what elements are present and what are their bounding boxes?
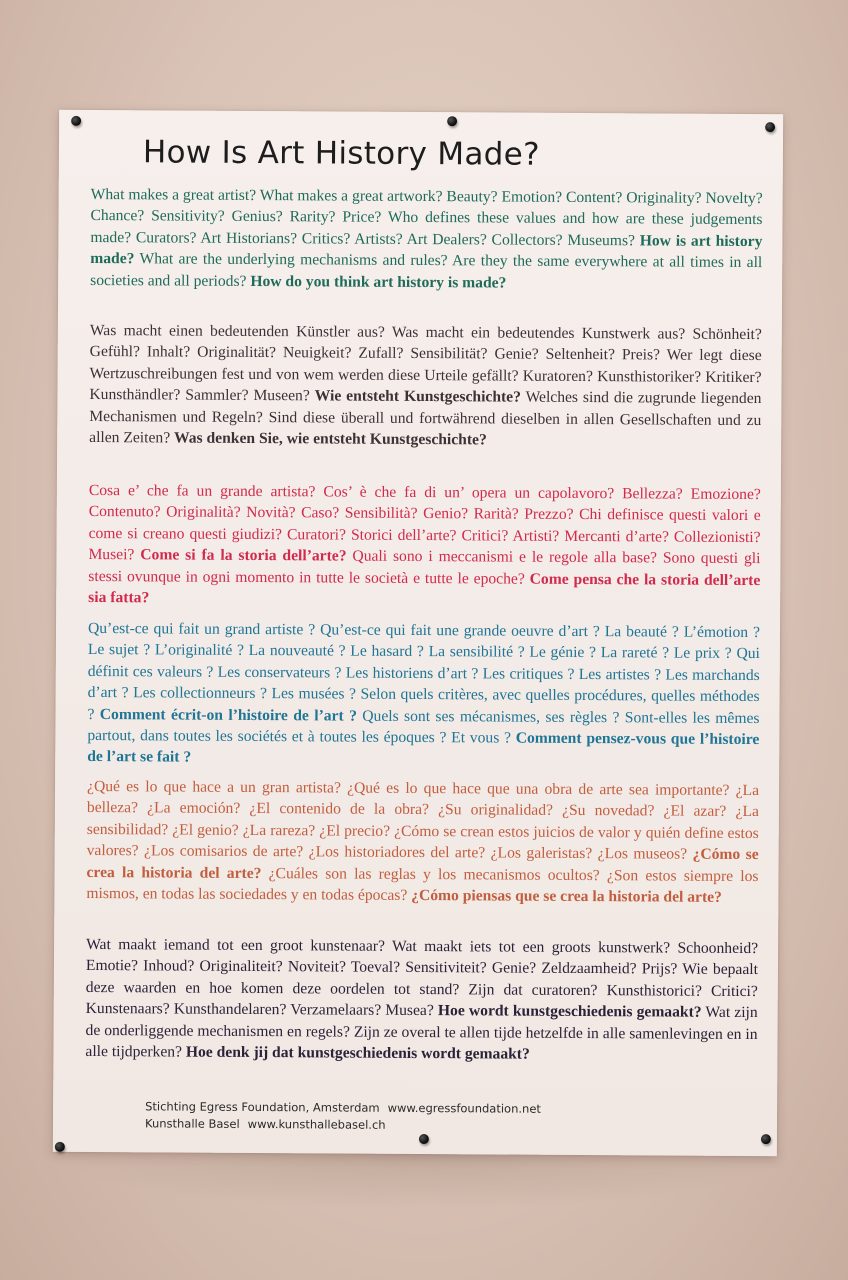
italian-text-2: Quali sono i meccanismi e le regole alla base? Sono questi gli stessi ovunque in ogni momento in tutte le società e tutte le epoche? <box>88 547 761 588</box>
footer-org-egress: Stichting Egress Foundation, Amsterdam <box>145 1099 380 1115</box>
pin-bottom-center <box>419 1134 429 1144</box>
footer-url-egress: www.egressfoundation.net <box>387 1100 541 1116</box>
italian-text-1: Cosa e’ che fa un grande artista? Cos’ è che fa di un’ opera un capolavoro? Bellezza? Emozione? Contenuto? Originalità? Novità? Caso? Sensibilità? Genio? Rarità? Prezzo? Chi definisce questi valori e come si creano questi giudizi? Curatori? Storici dell’arte? Critici? Artisti? Mercanti d’arte? Collezionisti? Musei? <box>88 481 761 564</box>
french-text-2: Quels sont ses mécanismes, ses règles ? Sont-elles les mêmes partout, dans toutes les sociétés et à toutes les époques ? Et vous ? <box>87 707 760 747</box>
german-text-1: Was macht einen bedeutenden Künstler aus? Was macht ein bedeutendes Kunstwerk aus? Schönheit? Gefühl? Inhalt? Originalität? Neuigkeit? Zufall? Sensibilität? Genie? Seltenheit? Preis? Wer legt diese Wertzuschreibungen fest und von wem werden diese Urteile gefällt? Kuratoren? Kunsthistoriker? Kritiker? Kunsthändler? Sammler? Museen? <box>89 321 762 405</box>
pin-bottom-left <box>55 1142 65 1152</box>
spanish-text-2: ¿Cuáles son las reglas y los mecanismos ocultos? ¿Son estos siempre los mismos, en todas las sociedades y en todas épocas? <box>86 864 759 904</box>
footer-line-2 <box>145 1115 541 1134</box>
footer-org-kunsthalle: Kunsthalle Basel <box>144 1116 240 1131</box>
italian-question-2: Come pensa che la storia dell’arte sia fatta? <box>88 570 761 607</box>
pin-top-left <box>71 116 81 126</box>
italian-question-1: Come si fa la storia dell’arte? <box>140 546 347 565</box>
text-block-spanish <box>86 776 759 909</box>
text-block-french <box>87 618 760 772</box>
poster-footer <box>145 1098 541 1134</box>
french-question-2: Comment pensez-vous que l’histoire de l’art se fait ? <box>87 729 760 767</box>
wall-shadow <box>40 1150 800 1210</box>
german-question-1: Wie entsteht Kunstgeschichte? <box>314 387 521 406</box>
text-block-german <box>89 320 762 453</box>
english-text-2: What are the underlying mechanisms and rules? Are they the same everywhere at all times in all societies and all periods? <box>90 250 763 290</box>
dutch-text-2: Wat zijn de onderliggende mechanismen en regels? Zijn ze overal te allen tijde hetzelfde in alle samenlevingen en in alle tijdperken? <box>85 1003 758 1061</box>
spanish-question-2: ¿Cómo piensas que se crea la historia del arte? <box>411 886 722 906</box>
spanish-question-1: ¿Cómo se crea la historia del arte? <box>86 845 759 882</box>
french-question-1: Comment écrit-on l’histoire de l’art ? <box>99 705 357 725</box>
spanish-text-1: ¿Qué es lo que hace a un gran artista? ¿Qué es lo que hace que una obra de arte sea importante? ¿La belleza? ¿La emoción? ¿El contenido de la obra? ¿Su originalidad? ¿Su novedad? ¿El azar? ¿La sensibilidad? ¿El genio? ¿La rareza? ¿El precio? ¿Cómo se crean estos juicios de valor y quién define estos valores? ¿Los comisarios de arte? ¿Los historiadores del arte? ¿Los galeristas? ¿Los museos? <box>86 777 760 863</box>
text-block-dutch <box>85 934 758 1067</box>
text-block-english <box>90 184 763 295</box>
pin-top-right <box>765 122 775 132</box>
french-text-1: Qu’est-ce qui fait un grand artiste ? Qu’est-ce qui fait une grande oeuvre d’art ? La beauté ? L’émotion ? Le sujet ? L’originalité ? La nouveauté ? Le hasard ? La sensibilité ? Le génie ? La rareté ? Le prix ? Qui définit ces valeurs ? Les conservateurs ? Les historiens d’art ? Les critiques ? Les artistes ? Les marchands d’art ? Les collectionneurs ? Les musées ? Selon quels critères, avec quelles procédures, quelles méthodes ? <box>87 619 761 723</box>
dutch-text-1: Wat maakt iemand tot een groot kunstenaar? Wat maakt iets tot een groots kunstwerk? Schoonheid? Emotie? Inhoud? Originaliteit? Noviteit? Toeval? Sensitiviteit? Genie? Zeldzaamheid? Prijs? Wie bepaalt deze waarden en hoe komen deze oordelen tot stand? Zijn dat curatoren? Kunsthistorici? Critici? Kunstenaars? Kunsthandelaren? Verzamelaars? Musea? <box>85 935 759 1020</box>
poster <box>53 110 783 1156</box>
footer-url-kunsthalle: www.kunsthallebasel.ch <box>247 1116 386 1132</box>
pin-bottom-right <box>761 1134 771 1144</box>
english-text-1: What makes a great artist? What makes a great artwork? Beauty? Emotion? Content? Originality? Novelty? Chance? Sensitivity? Genius? Rarity? Price? Who defines these values and how are these judgements made? Curators? Art Historians? Critics? Artists? Art Dealers? Collectors? Museums? <box>90 185 763 250</box>
german-question-2: Was denken Sie, wie entsteht Kunstgeschichte? <box>173 429 487 449</box>
pin-top-center <box>447 116 457 126</box>
dutch-question-1: Hoe wordt kunstgeschiedenis gemaakt? <box>437 1002 702 1021</box>
english-question-2: How do you think art history is made? <box>250 272 507 292</box>
dutch-question-2: Hoe denk jij dat kunstgeschiedenis wordt gemaakt? <box>185 1043 530 1063</box>
german-text-2: Welches sind die zugrunde liegenden Mechanismen und Regeln? Sind diese überall und fortwährend dieselben in allen Gesellschaften und zu allen Zeiten? <box>89 388 762 447</box>
english-question-1: How is art history made? <box>90 232 763 268</box>
text-block-italian <box>88 480 761 613</box>
poster-title: How Is Art History Made? <box>142 134 540 173</box>
